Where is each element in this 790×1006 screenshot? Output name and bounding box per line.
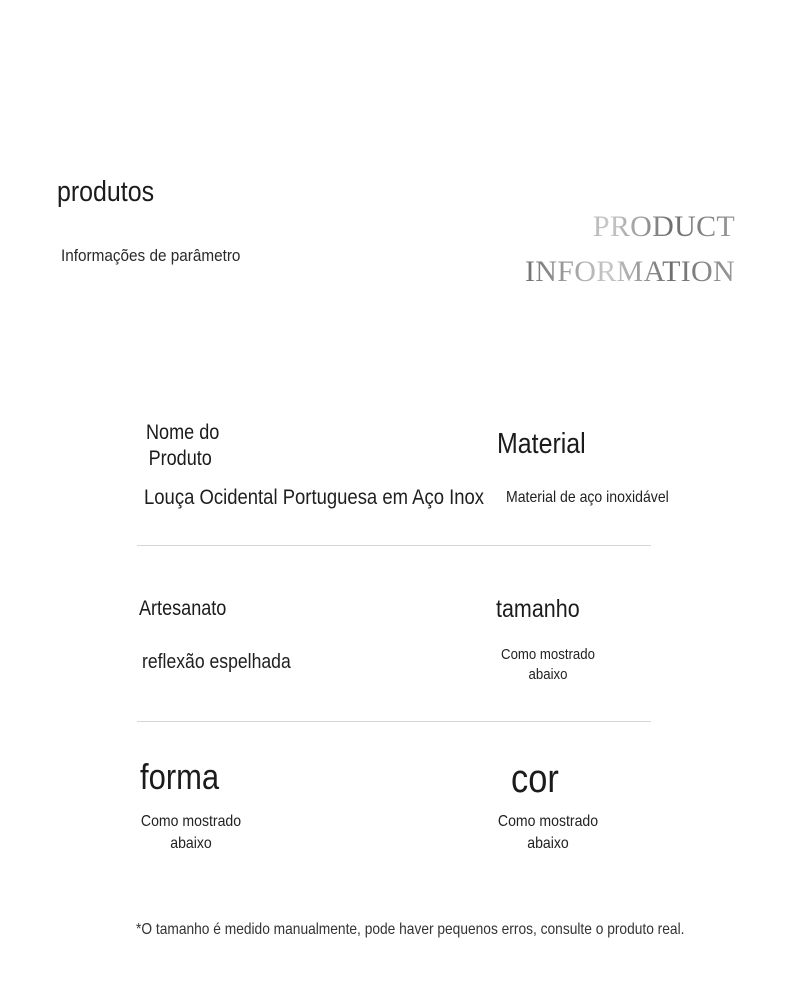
product-name-label	[146, 420, 219, 472]
brand-line-2: INFORMATION	[525, 255, 735, 288]
footnote: *O tamanho é medido manualmente, pode haver pequenos erros, consulte o produto real.	[136, 921, 685, 938]
row-divider-2	[137, 721, 651, 722]
product-name-value: Louça Ocidental Portuguesa em Aço Inox	[144, 486, 485, 509]
color-label: cor	[511, 757, 559, 801]
product-name-label-line1: Nome do	[146, 421, 220, 444]
page-subtitle: Informações de parâmetro	[61, 246, 241, 265]
row-divider-1	[137, 545, 651, 546]
color-value-line2: abaixo	[527, 835, 569, 852]
size-value	[495, 645, 601, 685]
color-value	[491, 811, 605, 855]
page-title: produtos	[57, 176, 155, 208]
brand-line-1: PRODUCT	[592, 210, 735, 243]
material-label: Material	[497, 428, 586, 460]
shape-value-line1: Como mostrado	[140, 813, 242, 830]
shape-value-line2: abaixo	[170, 835, 212, 852]
product-name-label-line2: Produto	[148, 447, 212, 470]
size-value-line2: abaixo	[528, 666, 568, 683]
product-information-heading	[525, 204, 735, 294]
shape-value	[134, 811, 248, 855]
size-value-line1: Como mostrado	[501, 646, 595, 663]
size-label: tamanho	[496, 595, 580, 623]
shape-label: forma	[140, 756, 220, 797]
color-value-line1: Como mostrado	[497, 813, 599, 830]
material-value: Material de aço inoxidável	[506, 489, 669, 506]
craft-value: reflexão espelhada	[142, 651, 291, 673]
craft-label: Artesanato	[139, 597, 227, 620]
